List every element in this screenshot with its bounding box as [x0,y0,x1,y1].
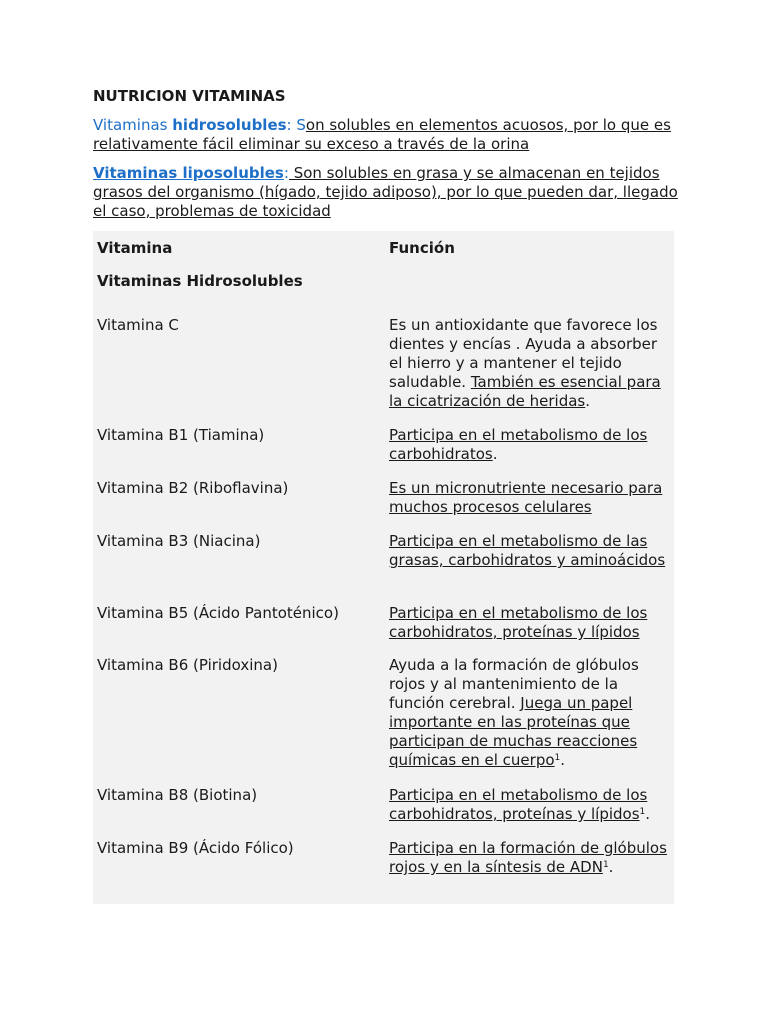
vitamin-name: Vitamina B3 (Niacina) [97,532,261,550]
vitamin-function [389,839,671,877]
water-soluble-text: on solubles en elementos acuosos, por lo que es relativamente fácil eliminar su exceso a través de la orina [93,116,671,153]
function-link[interactable]: Participa en el metabolismo de los carbohidratos, proteínas y lípidos [389,604,648,641]
function-link[interactable]: Participa en el metabolismo de las grasas, carbohidratos y aminoácidos [389,532,666,569]
function-link[interactable]: Es un micronutriente necesario para muchos procesos celulares [389,479,663,516]
page-title: NUTRICION VITAMINAS [93,87,286,105]
vitamin-name: Vitamina B6 (Piridoxina) [97,656,278,674]
vitamin-function [389,656,671,770]
fat-soluble-text: Son solubles en grasa y se almacenan en tejidos grasos del organismo (hígado, tejido adiposo), por lo que pueden dar, llegado el caso, problemas de toxicidad [93,164,678,220]
vitamin-function [389,479,671,517]
link-vitaminas-liposolubles[interactable]: Vitaminas liposolubles [93,164,284,182]
vitamin-name: Vitamina B2 (Riboflavina) [97,479,289,497]
footnote-marker: 1 [602,860,609,870]
vitamin-name: Vitamina B5 (Ácido Pantoténico) [97,604,339,622]
header-funcion: Función [389,239,455,257]
function-link[interactable]: También es esencial para la cicatrización de heridas [389,373,661,410]
vitamin-name: Vitamina B9 (Ácido Fólico) [97,839,294,857]
footnote-marker: 1 [554,753,561,763]
function-text: Ayuda a la formación de glóbulos rojos y al mantenimiento de la función cerebral. [389,656,639,712]
function-tail: . [492,445,498,463]
function-link[interactable]: Participa en el metabolismo de los carbohidratos, proteínas y lípidos [389,786,648,823]
footnote-marker: 1 [639,807,646,817]
fat-soluble-paragraph [93,164,683,221]
link-colon[interactable]: : [283,164,289,182]
vitamin-name: Vitamina B1 (Tiamina) [97,426,265,444]
function-link[interactable]: Participa en la formación de glóbulos rojos y en la síntesis de ADN [389,839,667,876]
group-label: Vitaminas Hidrosolubles [97,272,303,290]
link-colon-s[interactable]: : S [286,116,306,134]
function-link[interactable]: Juega un papel importante en las proteínas que participan de muchas reacciones químicas en el cuerpo [389,694,638,769]
vitamin-name: Vitamina B8 (Biotina) [97,786,258,804]
function-link[interactable]: Participa en el metabolismo de los carbohidratos [389,426,648,463]
header-vitamina: Vitamina [97,239,173,257]
vitamin-name: Vitamina C [97,316,179,334]
function-tail: . [585,392,591,410]
function-tail: . [645,805,651,823]
function-tail: . [560,751,566,769]
vitamin-function [389,532,671,570]
water-soluble-paragraph [93,116,683,154]
function-text: Es un antioxidante que favorece los dientes y encías . Ayuda a absorber el hierro y a mantener el tejido saludable. [389,316,658,391]
vitamin-function [389,604,671,642]
vitamin-function [389,426,671,464]
vitamin-function [389,786,671,824]
vitamin-function [389,316,671,411]
function-tail: . [608,858,614,876]
vitamin-table [93,231,674,904]
link-hidrosolubles[interactable]: hidrosolubles [172,116,287,134]
link-vitaminas[interactable]: Vitaminas [93,116,168,134]
